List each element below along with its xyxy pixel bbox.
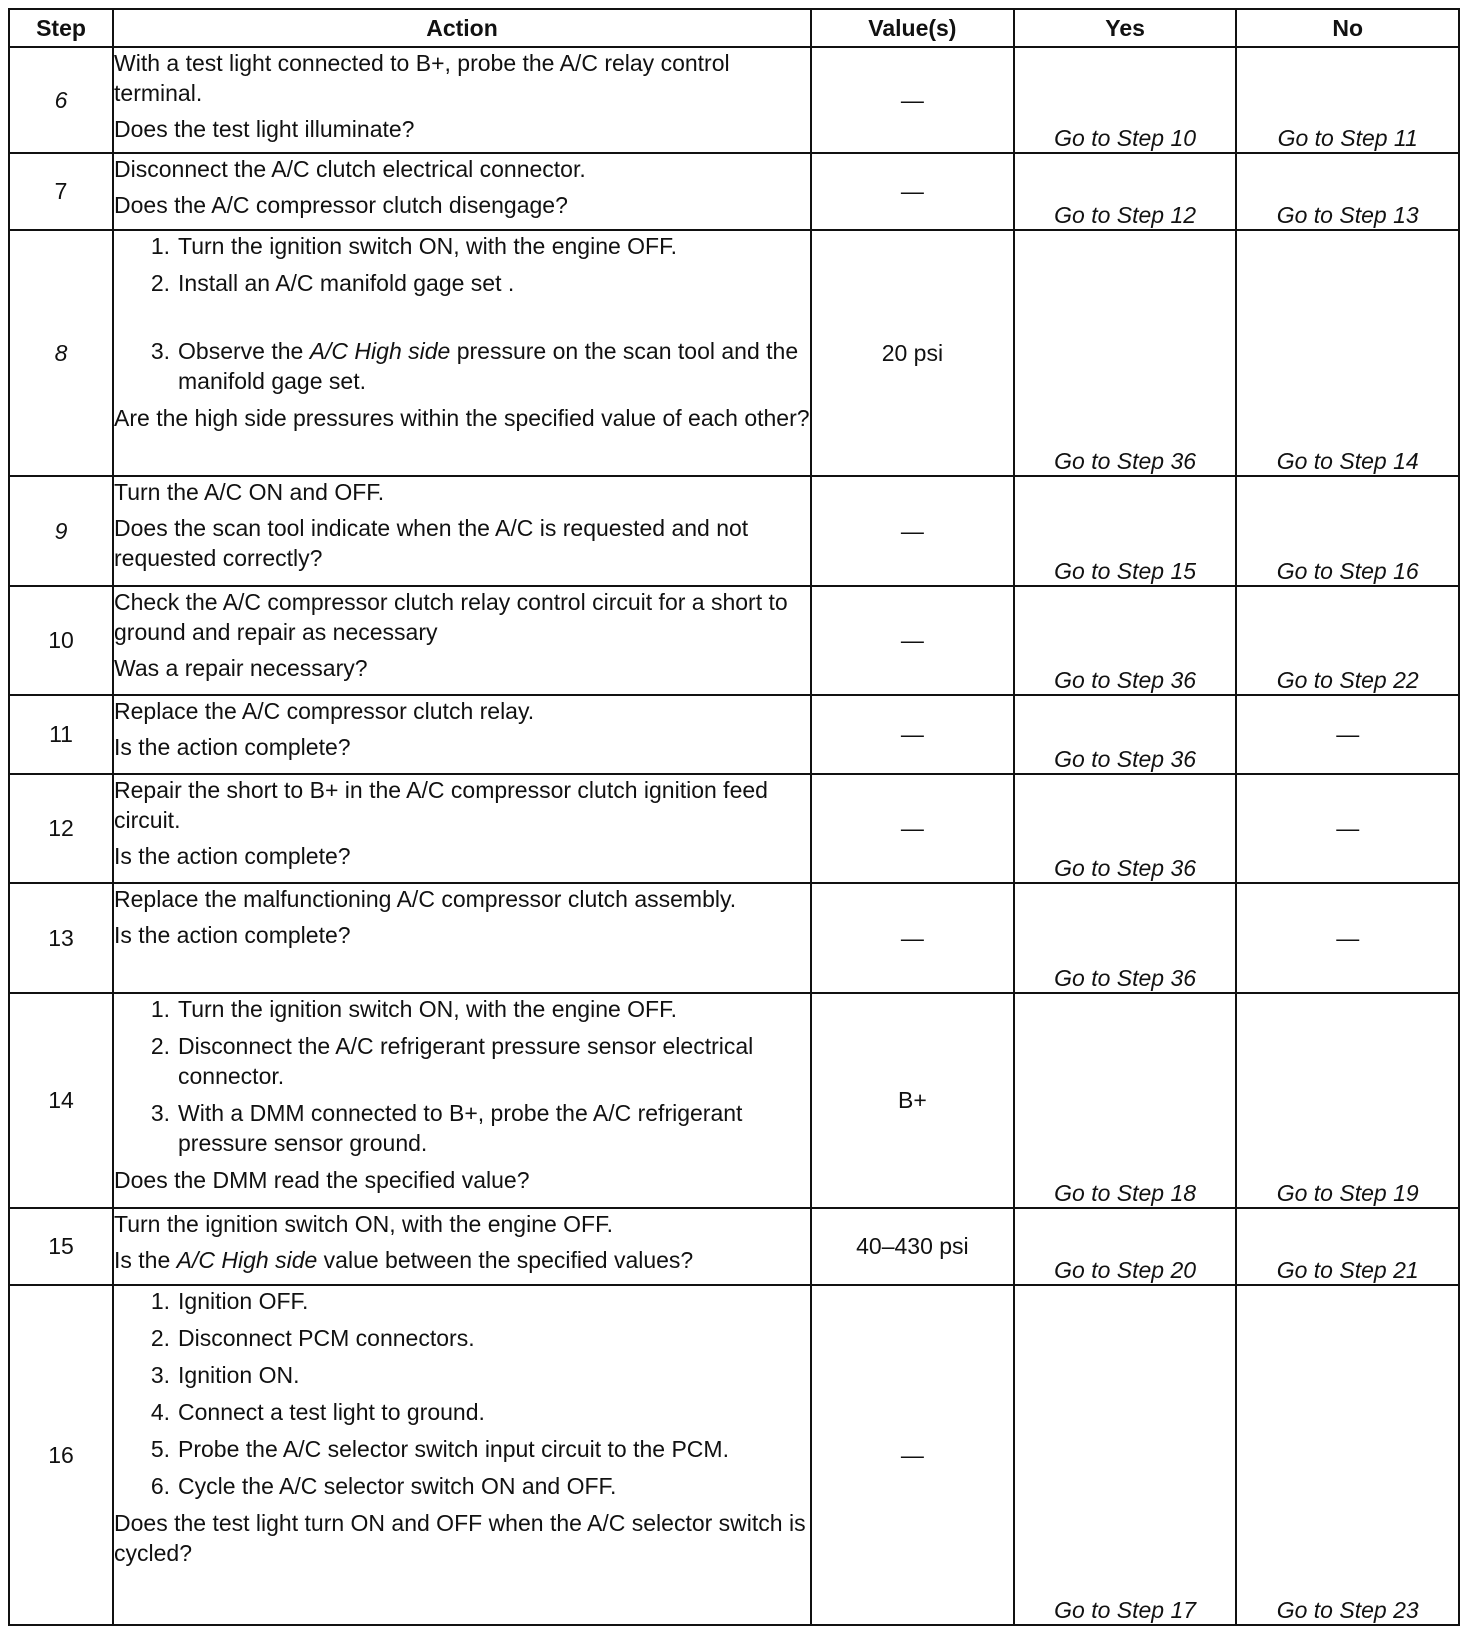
action-cell xyxy=(113,476,811,586)
action-question: Does the A/C compressor clutch disengage? xyxy=(114,192,568,218)
instruction-list xyxy=(114,231,810,396)
yes-cell: Go to Step 36 xyxy=(1014,774,1237,883)
value-cell: — xyxy=(811,586,1014,695)
action-cell xyxy=(113,47,811,153)
list-item xyxy=(114,994,810,1024)
no-cell: Go to Step 22 xyxy=(1236,586,1459,695)
yes-cell: Go to Step 15 xyxy=(1014,476,1237,586)
item-text: Cycle the A/C selector switch ON and OFF. xyxy=(178,1473,617,1499)
action-text: Repair the short to B+ in the A/C compressor clutch ignition feed circuit. xyxy=(114,777,768,833)
item-number: 1. xyxy=(150,233,171,259)
action-question: Is the A/C High side value between the specified values? xyxy=(114,1247,694,1273)
yes-cell: Go to Step 18 xyxy=(1014,993,1237,1208)
action-question: Does the scan tool indicate when the A/C is requested and not requested correctly? xyxy=(114,515,749,571)
yes-cell: Go to Step 20 xyxy=(1014,1208,1237,1285)
action-cell xyxy=(113,230,811,476)
action-question: Was a repair necessary? xyxy=(114,655,368,681)
header-action: Action xyxy=(113,9,811,47)
action-cell xyxy=(113,774,811,883)
value-cell: — xyxy=(811,1285,1014,1625)
action-cell xyxy=(113,1208,811,1285)
table-row xyxy=(9,695,1459,774)
step-number: 9 xyxy=(9,476,113,586)
item-text: Disconnect the A/C refrigerant pressure sensor electrical connector. xyxy=(178,1033,754,1089)
item-number: 1. xyxy=(150,1288,171,1314)
value-cell: — xyxy=(811,695,1014,774)
action-text: Turn the A/C ON and OFF. xyxy=(114,479,385,505)
step-number: 7 xyxy=(9,153,113,230)
no-cell: Go to Step 14 xyxy=(1236,230,1459,476)
yes-cell: Go to Step 36 xyxy=(1014,883,1237,993)
item-text: Ignition OFF. xyxy=(178,1288,309,1314)
item-text: Install an A/C manifold gage set . xyxy=(178,270,515,296)
diagnostic-table xyxy=(8,8,1460,1626)
table-row xyxy=(9,153,1459,230)
list-item xyxy=(114,336,810,396)
step-number: 8 xyxy=(9,230,113,476)
step-number: 12 xyxy=(9,774,113,883)
value-cell: — xyxy=(811,774,1014,883)
table-row xyxy=(9,774,1459,883)
table-row xyxy=(9,993,1459,1208)
value-cell: 20 psi xyxy=(811,230,1014,476)
yes-cell: Go to Step 36 xyxy=(1014,586,1237,695)
yes-cell: Go to Step 36 xyxy=(1014,695,1237,774)
item-number: 4. xyxy=(150,1399,171,1425)
value-cell: — xyxy=(811,153,1014,230)
item-text: Ignition ON. xyxy=(178,1362,300,1388)
header-row xyxy=(9,9,1459,47)
header-step: Step xyxy=(9,9,113,47)
step-number: 13 xyxy=(9,883,113,993)
step-number: 6 xyxy=(9,47,113,153)
item-number: 2. xyxy=(150,1033,171,1059)
step-number: 16 xyxy=(9,1285,113,1625)
action-question: Does the DMM read the specified value? xyxy=(114,1167,530,1193)
header-value: Value(s) xyxy=(811,9,1014,47)
table-row xyxy=(9,1208,1459,1285)
step-number: 10 xyxy=(9,586,113,695)
list-item xyxy=(114,268,810,298)
item-text: Turn the ignition switch ON, with the engine OFF. xyxy=(178,996,677,1022)
table-row xyxy=(9,476,1459,586)
table-row xyxy=(9,47,1459,153)
list-item xyxy=(114,1471,810,1501)
list-item xyxy=(114,1031,810,1091)
action-text: Check the A/C compressor clutch relay control circuit for a short to ground and repair as necessary xyxy=(114,589,788,645)
action-question: Does the test light illuminate? xyxy=(114,116,415,142)
item-number: 6. xyxy=(150,1473,171,1499)
step-number: 15 xyxy=(9,1208,113,1285)
no-cell: Go to Step 13 xyxy=(1236,153,1459,230)
item-number: 1. xyxy=(150,996,171,1022)
item-number: 3. xyxy=(150,1362,171,1388)
header-yes: Yes xyxy=(1014,9,1237,47)
action-cell xyxy=(113,883,811,993)
item-text: Observe the A/C High side pressure on the scan tool and the manifold gage set. xyxy=(178,338,799,394)
item-text: Disconnect PCM connectors. xyxy=(178,1325,475,1351)
yes-cell: Go to Step 17 xyxy=(1014,1285,1237,1625)
action-question: Is the action complete? xyxy=(114,922,351,948)
action-cell xyxy=(113,993,811,1208)
action-question: Are the high side pressures within the specified value of each other? xyxy=(114,405,810,431)
action-question: Is the action complete? xyxy=(114,843,351,869)
action-cell xyxy=(113,695,811,774)
action-text: Turn the ignition switch ON, with the engine OFF. xyxy=(114,1211,613,1237)
item-text: Turn the ignition switch ON, with the engine OFF. xyxy=(178,233,677,259)
list-item xyxy=(114,1360,810,1390)
item-text: Connect a test light to ground. xyxy=(178,1399,485,1425)
item-text: Probe the A/C selector switch input circuit to the PCM. xyxy=(178,1436,729,1462)
table-row xyxy=(9,1285,1459,1625)
no-cell: Go to Step 23 xyxy=(1236,1285,1459,1625)
action-text: Replace the A/C compressor clutch relay. xyxy=(114,698,535,724)
value-cell: B+ xyxy=(811,993,1014,1208)
item-number: 2. xyxy=(150,1325,171,1351)
action-cell xyxy=(113,1285,811,1625)
table-row xyxy=(9,586,1459,695)
action-text: Disconnect the A/C clutch electrical connector. xyxy=(114,156,586,182)
spacer xyxy=(114,305,810,329)
item-number: 3. xyxy=(150,1100,171,1126)
action-question: Is the action complete? xyxy=(114,734,351,760)
list-item xyxy=(114,231,810,261)
instruction-list xyxy=(114,994,810,1158)
step-number: 14 xyxy=(9,993,113,1208)
list-item xyxy=(114,1286,810,1316)
value-cell: — xyxy=(811,476,1014,586)
table-row xyxy=(9,883,1459,993)
item-number: 5. xyxy=(150,1436,171,1462)
action-cell xyxy=(113,586,811,695)
instruction-list xyxy=(114,1286,810,1501)
value-cell: 40–430 psi xyxy=(811,1208,1014,1285)
action-cell xyxy=(113,153,811,230)
action-text: With a test light connected to B+, probe the A/C relay control terminal. xyxy=(114,50,730,106)
list-item xyxy=(114,1397,810,1427)
no-cell: — xyxy=(1236,883,1459,993)
item-number: 3. xyxy=(150,338,171,364)
yes-cell: Go to Step 12 xyxy=(1014,153,1237,230)
value-cell: — xyxy=(811,47,1014,153)
no-cell: — xyxy=(1236,695,1459,774)
action-question: Does the test light turn ON and OFF when the A/C selector switch is cycled? xyxy=(114,1510,806,1566)
no-cell: Go to Step 21 xyxy=(1236,1208,1459,1285)
step-number: 11 xyxy=(9,695,113,774)
no-cell: Go to Step 16 xyxy=(1236,476,1459,586)
no-cell: — xyxy=(1236,774,1459,883)
list-item xyxy=(114,1434,810,1464)
yes-cell: Go to Step 36 xyxy=(1014,230,1237,476)
no-cell: Go to Step 19 xyxy=(1236,993,1459,1208)
value-cell: — xyxy=(811,883,1014,993)
no-cell: Go to Step 11 xyxy=(1236,47,1459,153)
action-text: Replace the malfunctioning A/C compressor clutch assembly. xyxy=(114,886,737,912)
yes-cell: Go to Step 10 xyxy=(1014,47,1237,153)
header-no: No xyxy=(1236,9,1459,47)
item-text: With a DMM connected to B+, probe the A/C refrigerant pressure sensor ground. xyxy=(178,1100,743,1156)
list-item xyxy=(114,1098,810,1158)
table-row xyxy=(9,230,1459,476)
list-item xyxy=(114,1323,810,1353)
item-number: 2. xyxy=(150,270,171,296)
